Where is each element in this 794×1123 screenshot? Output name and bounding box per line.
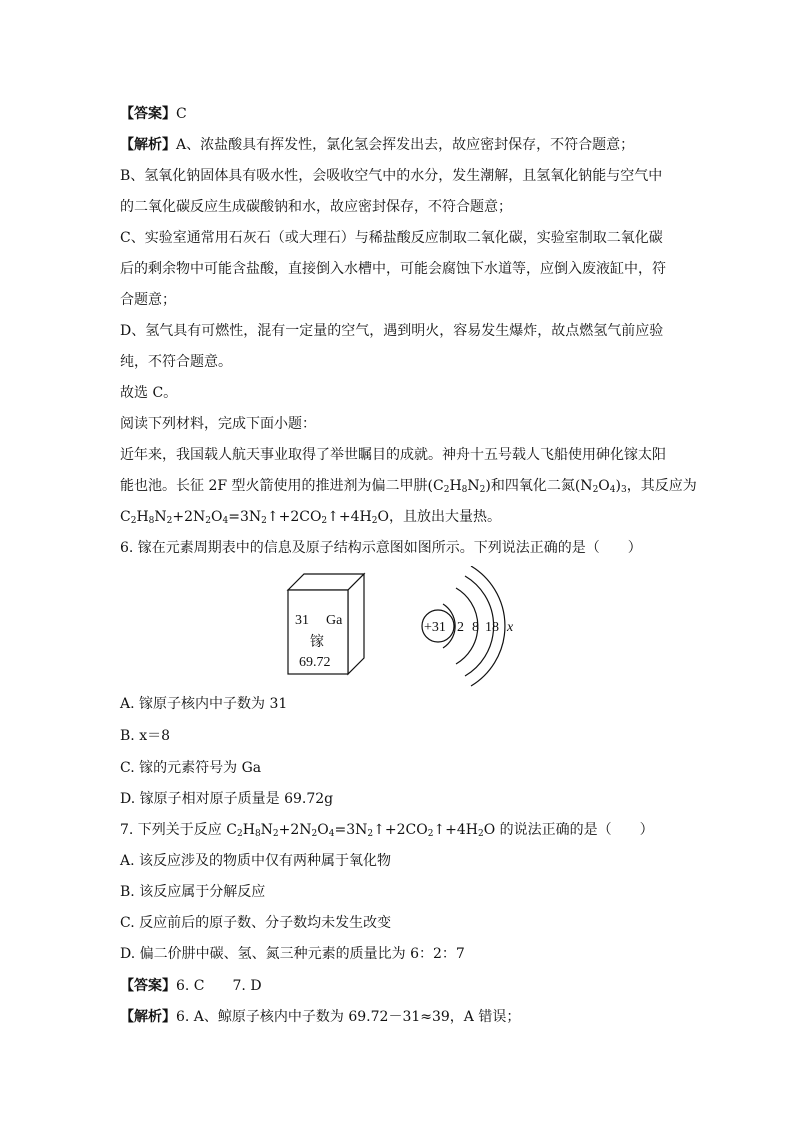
q5-conclusion: 故选 C。 (120, 385, 178, 401)
shell-electrons-4: x (507, 620, 514, 635)
atomic-number: 31 (295, 613, 309, 628)
answer-label: 【答案】 (120, 106, 176, 122)
q7-option-d: D. 偏二价肼中碳、氢、氮三种元素的质量比为 6：2：7 (120, 946, 465, 962)
analysis-text: A、浓盐酸具有挥发性，氯化氢会挥发出去，故应密封保存，不符合题意； (176, 137, 635, 153)
q7-option-a: A. 该反应涉及的物质中仅有两种属于氧化物 (120, 853, 392, 869)
analysis-label: 【解析】 (120, 137, 176, 153)
atomic-mass: 69.72 (299, 655, 331, 670)
q5-answer-line (120, 104, 680, 124)
answers-label: 【答案】 (120, 978, 176, 994)
shell-electrons-2: 8 (472, 620, 479, 635)
q5-analysis-c3: 合题意； (120, 292, 176, 308)
q5-analysis-d1: D、氢气具有可燃性，混有一定量的空气，遇到明火，容易发生爆炸，故点燃氢气前应验 (120, 323, 664, 339)
shell-electrons-1: 2 (457, 620, 464, 635)
material-line-3: $C_2H_8N_2+2N_2O_4=3N_2↑+2CO_2↑+4H_2O$，且放出大量热。 (120, 509, 501, 526)
analysis-6-text: 6. A、鲸原子核内中子数为 69.72－31≈39，A 错误； (176, 1009, 521, 1025)
q7-stem: 7. 下列关于反应 $C_2H_8N_2+2N_2O_4=3N_2↑+2CO_2↑+4H_2O$ 的说法正确的是（ ） (120, 822, 654, 839)
analysis-6-line (120, 1007, 680, 1027)
q5-analysis-a (120, 135, 680, 155)
q5-analysis-b1: B、氢氧化钠固体具有吸水性，会吸收空气中的水分，发生潮解，且氢氧化钠能与空气中 (120, 168, 663, 184)
element-name: 镓 (310, 635, 324, 650)
q7-option-c: C. 反应前后的原子数、分子数均未发生改变 (120, 915, 392, 931)
element-cube (288, 574, 364, 674)
nucleus-charge: +31 (424, 620, 446, 635)
q6-option-b: B. x＝8 (120, 728, 170, 744)
q7-option-b: B. 该反应属于分解反应 (120, 884, 266, 900)
q6-option-d: D. 镓原子相对原子质量是 69.72g (120, 791, 334, 807)
q5-analysis-b2: 的二氧化碳反应生成碳酸钠和水，故应密封保存，不符合题意； (120, 199, 512, 215)
answers-value: 6. C 7. D (176, 978, 262, 994)
q6-option-a: A. 镓原子核内中子数为 31 (120, 696, 288, 712)
gallium-diagram (285, 566, 525, 690)
material-intro: 阅读下列材料，完成下面小题： (120, 416, 316, 432)
q5-analysis-c1: C、实验室通常用石灰石（或大理石）与稀盐酸反应制取二氧化碳，实验室制取二氧化碳 (120, 230, 663, 246)
material-line-1: 近年来，我国载人航天事业取得了举世瞩目的成就。神舟十五号载人飞船使用砷化镓太阳 (120, 447, 666, 463)
q6-stem: 6. 镓在元素周期表中的信息及原子结构示意图如图所示。下列说法正确的是（ ） (120, 540, 642, 556)
answer-value: C (176, 106, 187, 122)
answers-line (120, 976, 680, 996)
q6-option-c: C. 镓的元素符号为 Ga (120, 760, 262, 776)
analysis-6-label: 【解析】 (120, 1009, 176, 1025)
element-symbol: Ga (326, 613, 343, 628)
shell-electrons-3: 18 (485, 620, 499, 635)
material-line-2: 能也池。长征 2F 型火箭使用的推进剂为偏二甲肼$(C_2H_8N_2)$和四氧化二氮$(N_2O_4)_3$，其反应为 (120, 478, 697, 495)
q5-analysis-d2: 纯，不符合题意。 (120, 354, 232, 370)
atom-structure (422, 566, 514, 686)
q5-analysis-c2: 后的剩余物中可能含盐酸，直接倒入水槽中，可能会腐蚀下水道等，应倒入废液缸中，符 (120, 261, 666, 277)
gallium-figure (285, 566, 525, 690)
